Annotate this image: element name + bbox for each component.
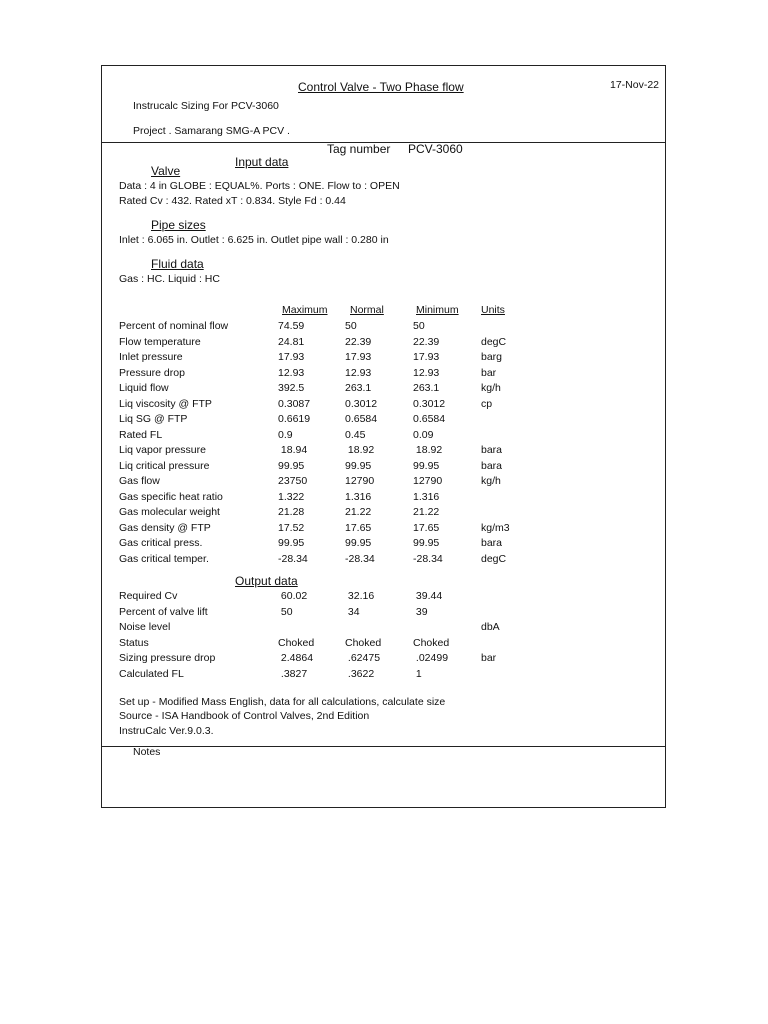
row-value-maximum: 0.6619 [278,413,311,425]
row-value-maximum: 17.52 [278,521,305,534]
row-value-minimum: 99.95 [413,459,440,472]
row-value-maximum: 392.5 [278,382,305,394]
row-value-minimum: 39 [413,605,428,618]
row-value-minimum: 1 [413,667,422,680]
row-unit: bara [481,459,503,472]
row-unit: bara [481,444,503,456]
row-value-minimum: 39.44 [413,590,443,602]
row-value-normal: 22.39 [345,335,372,348]
row-value-normal: 12790 [345,475,375,487]
row-value-maximum: Choked [278,636,315,649]
row-value-normal: 18.92 [345,444,375,456]
row-unit: bara [481,537,503,549]
row-label: Percent of nominal flow [119,320,229,332]
row-value-normal: 21.22 [345,506,372,518]
row-value-normal: 12.93 [345,366,372,379]
source-line: Source - ISA Handbook of Control Valves, 2nd Edition [119,710,370,722]
row-value-minimum: 12790 [413,475,443,487]
row-unit: dbA [481,621,500,633]
row-value-normal: 50 [345,320,357,332]
output-data-heading: Output data [235,574,298,588]
row-label: Inlet pressure [119,351,183,363]
row-label: Gas specific heat ratio [119,490,223,503]
row-unit: cp [481,397,493,410]
row-value-normal: Choked [345,636,382,649]
row-value-minimum: 99.95 [413,537,440,549]
row-value-normal: 1.316 [345,490,372,503]
project-line: Project . Samarang SMG-A PCV . [133,125,290,137]
row-label: Status [119,636,149,649]
row-unit: kg/h [481,475,501,487]
setup-line: Set up - Modified Mass English, data for all calculations, calculate size [119,696,446,708]
column-header-normal: Normal [350,304,384,316]
row-label: Calculated FL [119,667,184,680]
sizing-for-line: Instrucalc Sizing For PCV-3060 [133,100,279,112]
row-value-minimum: 18.92 [413,444,443,456]
row-value-normal: 99.95 [345,459,372,472]
row-value-minimum: 12.93 [413,366,440,379]
row-value-normal: 0.45 [345,428,366,441]
row-label: Noise level [119,621,171,633]
column-header-maximum: Maximum [282,304,328,316]
row-value-minimum: 0.3012 [413,397,446,410]
tag-value: PCV-3060 [408,142,463,156]
row-value-maximum: 0.3087 [278,397,311,410]
row-unit: degC [481,335,507,348]
row-value-maximum: 24.81 [278,335,305,348]
row-label: Flow temperature [119,335,201,348]
row-value-normal: 263.1 [345,382,372,394]
row-unit: kg/m3 [481,521,510,534]
row-label: Gas density @ FTP [119,521,211,534]
row-value-minimum: Choked [413,636,450,649]
row-value-minimum: 0.09 [413,428,434,441]
row-label: Gas critical temper. [119,552,209,565]
column-header-units: Units [481,304,505,316]
notes-label: Notes [133,746,161,758]
row-value-maximum: 2.4864 [278,652,314,664]
notes-divider [101,746,666,747]
row-label: Percent of valve lift [119,605,208,618]
row-label: Gas molecular weight [119,506,220,518]
row-value-maximum: 60.02 [278,590,308,602]
row-label: Liq viscosity @ FTP [119,397,212,410]
row-value-maximum: 1.322 [278,490,305,503]
row-value-minimum: -28.34 [413,552,443,565]
row-value-normal: 99.95 [345,537,372,549]
row-value-normal: 32.16 [345,590,375,602]
row-label: Rated FL [119,428,163,441]
row-value-minimum: 17.65 [413,521,440,534]
row-value-normal: 0.3012 [345,397,378,410]
pipe-sizes-heading: Pipe sizes [151,218,206,232]
row-value-maximum: 18.94 [278,444,308,456]
row-value-maximum: .3827 [278,667,308,680]
row-label: Required Cv [119,590,178,602]
row-value-minimum: 263.1 [413,382,440,394]
row-value-normal: .3622 [345,667,375,680]
row-value-normal: 34 [345,605,360,618]
row-label: Gas flow [119,475,160,487]
row-unit: bar [481,366,497,379]
row-label: Liq critical pressure [119,459,210,472]
row-value-maximum: 99.95 [278,459,305,472]
row-label: Liq vapor pressure [119,444,206,456]
row-value-normal: 17.93 [345,351,372,363]
row-unit: degC [481,552,507,565]
valve-rating-line: Rated Cv : 432. Rated xT : 0.834. Style Fd : 0.44 [119,195,346,207]
tag-label: Tag number [327,142,391,156]
row-value-maximum: 17.93 [278,351,305,363]
row-value-minimum: 0.6584 [413,413,446,425]
column-header-minimum: Minimum [416,304,459,316]
row-value-maximum: -28.34 [278,552,308,565]
row-label: Sizing pressure drop [119,652,216,664]
row-value-minimum: .02499 [413,652,449,664]
sheet-date: 17-Nov-22 [610,79,660,91]
row-unit: barg [481,351,503,363]
row-value-maximum: 21.28 [278,506,305,518]
fluid-data-heading: Fluid data [151,257,204,271]
row-value-maximum: 12.93 [278,366,305,379]
row-value-maximum: 0.9 [278,428,293,441]
row-value-normal: 0.6584 [345,413,378,425]
version-line: InstruCalc Ver.9.0.3. [119,725,214,737]
row-value-normal: .62475 [345,652,381,664]
row-value-minimum: 50 [413,320,425,332]
valve-data-line: Data : 4 in GLOBE : EQUAL%. Ports : ONE. Flow to : OPEN [119,180,400,192]
input-data-heading: Input data [235,155,289,169]
row-value-maximum: 74.59 [278,320,305,332]
row-value-minimum: 17.93 [413,351,440,363]
sheet-title: Control Valve - Two Phase flow [298,80,464,94]
row-label: Pressure drop [119,366,185,379]
row-value-maximum: 23750 [278,475,308,487]
row-unit: kg/h [481,382,501,394]
row-label: Liquid flow [119,382,169,394]
row-label: Gas critical press. [119,537,203,549]
row-value-normal: -28.34 [345,552,375,565]
valve-heading: Valve [151,164,181,178]
row-value-minimum: 1.316 [413,490,440,503]
row-value-maximum: 99.95 [278,537,305,549]
fluid-data-line: Gas : HC. Liquid : HC [119,273,220,285]
row-value-maximum: 50 [278,605,293,618]
row-value-normal: 17.65 [345,521,372,534]
row-unit: bar [481,652,497,664]
row-label: Liq SG @ FTP [119,413,188,425]
row-value-minimum: 21.22 [413,506,440,518]
row-value-minimum: 22.39 [413,335,440,348]
pipe-sizes-line: Inlet : 6.065 in. Outlet : 6.625 in. Outlet pipe wall : 0.280 in [119,234,389,246]
